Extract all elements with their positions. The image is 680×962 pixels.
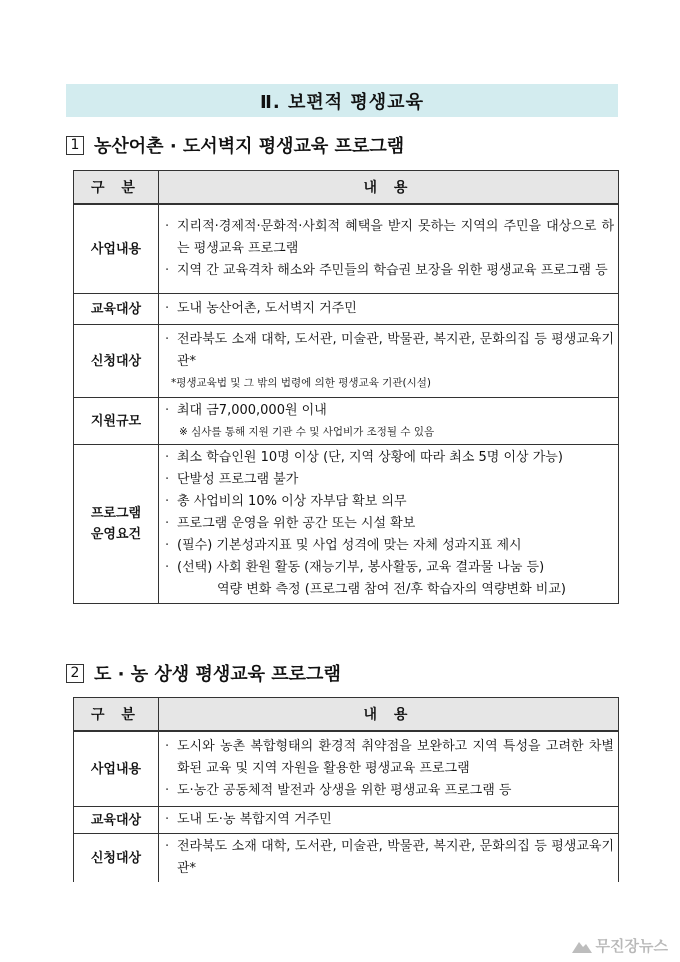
list-item: · 지리적·경제적·문화적·사회적 혜택을 받지 못하는 지역의 주민을 대상으로 하는 평생교육 프로그램	[165, 219, 614, 256]
section1-table	[73, 170, 619, 604]
row-content	[159, 294, 619, 325]
footnote: *평생교육법 및 그 밖의 법령에 의한 평생교육 기관(시설)	[171, 377, 431, 389]
table-header-row	[74, 171, 619, 205]
row-content	[159, 807, 619, 834]
section2-heading	[66, 660, 341, 686]
row-label: 교육대상	[74, 807, 159, 834]
row-label: 신청대상	[74, 834, 159, 883]
section2-number: 2	[66, 664, 84, 683]
row-label	[74, 445, 159, 604]
chapter-title-banner	[66, 84, 618, 117]
table-row	[74, 731, 619, 807]
list-item-continuation: 역량 변화 측정 (프로그램 참여 전/후 학습자의 역량변화 비교)	[217, 582, 566, 597]
list-item: · 전라북도 소재 대학, 도서관, 미술관, 박물관, 복지관, 문화의집 등 평생교육기관*	[165, 839, 614, 876]
row-label-line: 운영요건	[90, 527, 142, 542]
list-item: · 도시와 농촌 복합형태의 환경적 취약점을 보완하고 지역 특성을 고려한 차별화된 교육 및 지역 자원을 활용한 평생교육 프로그램	[165, 739, 614, 776]
section1-heading	[66, 132, 404, 158]
list-item: · (필수) 기본성과지표 및 사업 성격에 맞는 자체 성과지표 제시	[165, 538, 522, 553]
row-label: 신청대상	[74, 325, 159, 398]
table-row	[74, 445, 619, 604]
table-row	[74, 834, 619, 883]
row-content	[159, 204, 619, 294]
list-item: · 지역 간 교육격차 해소와 주민들의 학습권 보장을 위한 평생교육 프로그램 등	[165, 263, 608, 278]
watermark-text: 무진장뉴스	[595, 937, 668, 955]
list-item: · (선택) 사회 환원 활동 (재능기부, 봉사활동, 교육 결과물 나눔 등)	[165, 560, 545, 575]
row-label: 사업내용	[74, 731, 159, 807]
row-content	[159, 325, 619, 398]
footnote: ※ 심사를 통해 지원 기관 수 및 사업비가 조정될 수 있음	[179, 426, 435, 438]
header-col-content: 내 용	[159, 171, 619, 205]
list-item: · 전라북도 소재 대학, 도서관, 미술관, 박물관, 복지관, 문화의집 등 평생교육기관*	[165, 332, 614, 369]
list-item: · 최소 학습인원 10명 이상 (단, 지역 상황에 따라 최소 5명 이상 가능)	[165, 450, 563, 465]
row-label: 교육대상	[74, 294, 159, 325]
table-row	[74, 204, 619, 294]
section2-table	[73, 697, 619, 882]
section2-title: 도 · 농 상생 평생교육 프로그램	[94, 664, 341, 685]
list-item: · 프로그램 운영을 위한 공간 또는 시설 확보	[165, 516, 416, 531]
row-content	[159, 445, 619, 604]
watermark	[572, 935, 668, 956]
row-label-line: 프로그램	[90, 506, 142, 521]
row-content	[159, 834, 619, 883]
table-row	[74, 807, 619, 834]
section1-number: 1	[66, 136, 84, 155]
list-item: · 도내 도·농 복합지역 거주민	[165, 812, 332, 827]
list-item: · 최대 금7,000,000원 이내	[165, 403, 327, 418]
header-col-content: 내 용	[159, 698, 619, 732]
list-item: · 도·농간 공동체적 발전과 상생을 위한 평생교육 프로그램 등	[165, 783, 512, 798]
table-header-row	[74, 698, 619, 732]
row-label: 지원규모	[74, 398, 159, 445]
table-row	[74, 325, 619, 398]
mountain-logo-icon	[572, 939, 592, 953]
row-label: 사업내용	[74, 204, 159, 294]
section1-title: 농산어촌 · 도서벽지 평생교육 프로그램	[94, 136, 405, 157]
list-item: · 단발성 프로그램 불가	[165, 472, 299, 487]
row-content	[159, 731, 619, 807]
list-item: · 총 사업비의 10% 이상 자부담 확보 의무	[165, 494, 407, 509]
row-content	[159, 398, 619, 445]
chapter-title: Ⅱ. 보편적 평생교육	[260, 91, 424, 113]
list-item: · 도내 농산어촌, 도서벽지 거주민	[165, 301, 357, 316]
header-col-category: 구 분	[74, 698, 159, 732]
header-col-category: 구 분	[74, 171, 159, 205]
table-row	[74, 294, 619, 325]
table-row	[74, 398, 619, 445]
